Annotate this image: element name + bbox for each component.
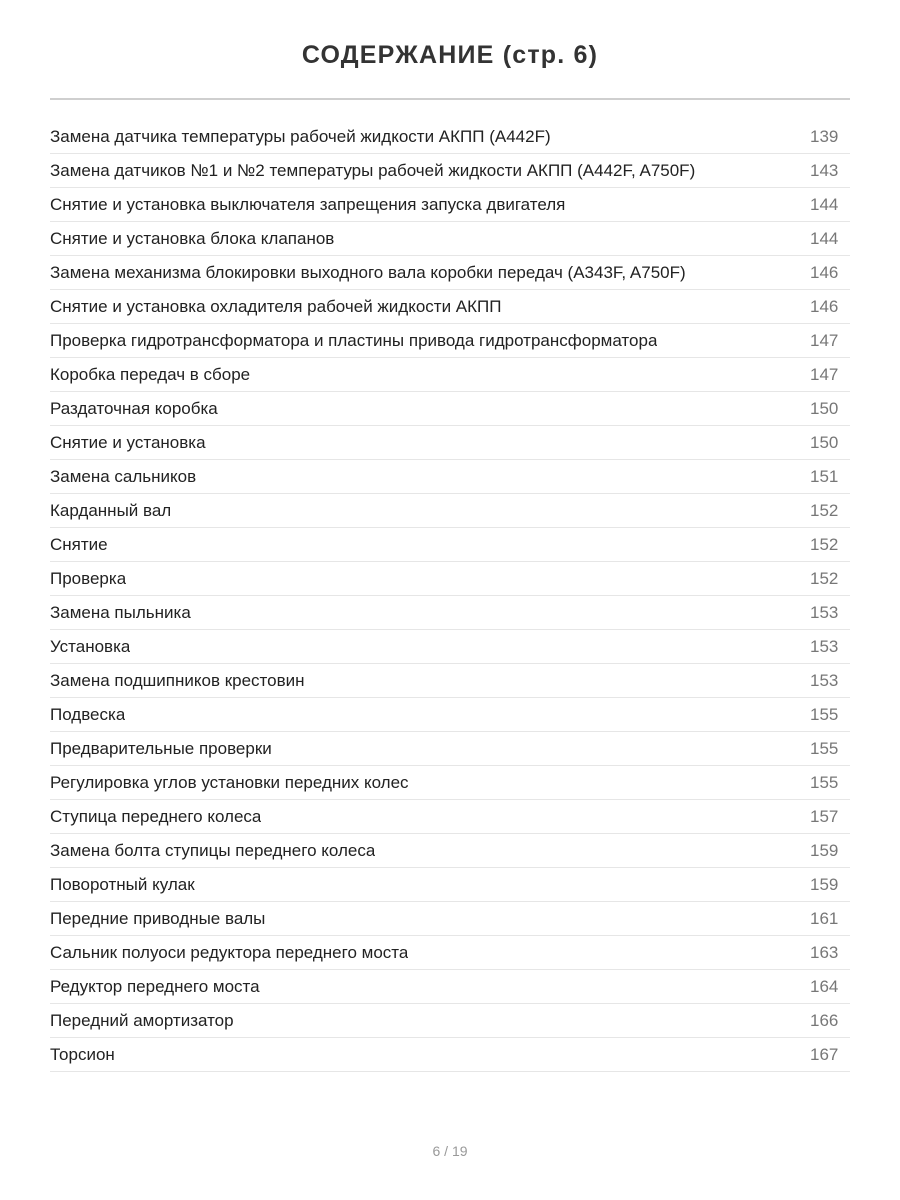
toc-entry-page-number: 146 [810, 262, 839, 282]
toc-entry[interactable] [50, 698, 850, 732]
toc-entry[interactable] [50, 154, 850, 188]
toc-entry[interactable] [50, 800, 850, 834]
toc-entry-title: Передний амортизатор [50, 1010, 234, 1030]
toc-entry-title: Замена сальников [50, 466, 197, 486]
toc-entry-page-number: 152 [810, 534, 839, 554]
toc-entry-title: Раздаточная коробка [50, 398, 218, 418]
toc-entry-page-number: 164 [810, 976, 839, 996]
toc-entry[interactable] [50, 460, 850, 494]
toc-entry[interactable] [50, 392, 850, 426]
toc-entry[interactable] [50, 120, 850, 154]
toc-entry-title: Торсион [50, 1044, 115, 1064]
title-divider [50, 98, 850, 100]
toc-entry[interactable] [50, 1038, 850, 1072]
toc-entry[interactable] [50, 426, 850, 460]
toc-entry-page-number: 147 [810, 330, 839, 350]
toc-entry-title: Карданный вал [50, 500, 172, 520]
toc-entry-page-number: 153 [810, 602, 839, 622]
toc-entry-page-number: 159 [810, 840, 839, 860]
toc-entry-page-number: 163 [810, 942, 839, 962]
toc-entry-title: Коробка передач в сборе [50, 364, 251, 384]
toc-entry-page-number: 157 [810, 806, 839, 826]
toc-entry[interactable] [50, 358, 850, 392]
toc-entry-page-number: 146 [810, 296, 839, 316]
toc-entry[interactable] [50, 324, 850, 358]
toc-entry-page-number: 139 [810, 126, 839, 146]
toc-entry-title: Передние приводные валы [50, 908, 266, 928]
toc-entry-title: Ступица переднего колеса [50, 806, 262, 826]
toc-entry-title: Сальник полуоси редуктора переднего моста [50, 942, 409, 962]
toc-entry[interactable] [50, 868, 850, 902]
toc-entry-title: Замена болта ступицы переднего колеса [50, 840, 376, 860]
toc-entry-title: Редуктор переднего моста [50, 976, 260, 996]
toc-entry-title: Замена механизма блокировки выходного вала коробки передач (A343F, A750F) [50, 262, 686, 282]
toc-entry[interactable] [50, 630, 850, 664]
toc-entry-title: Снятие и установка охладителя рабочей жидкости АКПП [50, 296, 502, 316]
toc-entry-page-number: 159 [810, 874, 839, 894]
toc-entry[interactable] [50, 596, 850, 630]
toc-entry-page-number: 147 [810, 364, 839, 384]
toc-entry[interactable] [50, 494, 850, 528]
toc-entry-title: Поворотный кулак [50, 874, 195, 894]
toc-entry[interactable] [50, 970, 850, 1004]
toc-entry-title: Снятие и установка выключателя запрещения запуска двигателя [50, 194, 566, 214]
toc-entry[interactable] [50, 290, 850, 324]
toc-entry-page-number: 166 [810, 1010, 839, 1030]
toc-entry[interactable] [50, 834, 850, 868]
toc-entry-title: Установка [50, 636, 131, 656]
toc-entry[interactable] [50, 936, 850, 970]
toc-entry-page-number: 143 [810, 160, 839, 180]
toc-entry[interactable] [50, 664, 850, 698]
toc-entry-title: Предварительные проверки [50, 738, 272, 758]
toc-entry-title: Замена подшипников крестовин [50, 670, 305, 690]
toc-entry[interactable] [50, 902, 850, 936]
toc-entry-page-number: 155 [810, 704, 839, 724]
toc-entry-title: Замена датчика температуры рабочей жидкости АКПП (A442F) [50, 126, 551, 146]
toc-entry[interactable] [50, 732, 850, 766]
toc-entry-title: Замена датчиков №1 и №2 температуры рабочей жидкости АКПП (A442F, A750F) [50, 160, 696, 180]
toc-entry-page-number: 144 [810, 194, 839, 214]
toc-entry[interactable] [50, 188, 850, 222]
toc-entry-title: Замена пыльника [50, 602, 191, 622]
page-title: СОДЕРЖАНИЕ (стр. 6) [301, 41, 599, 69]
toc-entry-page-number: 151 [810, 466, 839, 486]
toc-entry[interactable] [50, 1004, 850, 1038]
toc-entry-page-number: 152 [810, 500, 839, 520]
toc-entry-page-number: 155 [810, 738, 839, 758]
toc-entry-page-number: 155 [810, 772, 839, 792]
toc-entry[interactable] [50, 562, 850, 596]
toc-entry-page-number: 167 [810, 1044, 839, 1064]
toc-entry-page-number: 150 [810, 398, 839, 418]
toc-entry-page-number: 153 [810, 636, 839, 656]
toc-entry-title: Проверка гидротрансформатора и пластины привода гидротрансформатора [50, 330, 658, 350]
toc-entry-title: Подвеска [50, 704, 126, 724]
page-indicator: 6 / 19 [432, 1143, 468, 1159]
toc-entry[interactable] [50, 528, 850, 562]
toc-entry-title: Снятие и установка [50, 432, 206, 452]
toc-entry-page-number: 152 [810, 568, 839, 588]
toc-entry-title: Регулировка углов установки передних колес [50, 772, 409, 792]
toc-entry-page-number: 161 [810, 908, 839, 928]
toc-entry-page-number: 144 [810, 228, 839, 248]
toc-entry-title: Снятие [50, 534, 108, 554]
toc-entry[interactable] [50, 222, 850, 256]
toc-entry-page-number: 150 [810, 432, 839, 452]
table-of-contents [50, 120, 850, 1072]
toc-entry-page-number: 153 [810, 670, 839, 690]
toc-entry[interactable] [50, 256, 850, 290]
toc-entry[interactable] [50, 766, 850, 800]
toc-entry-title: Снятие и установка блока клапанов [50, 228, 335, 248]
toc-entry-title: Проверка [50, 568, 127, 588]
